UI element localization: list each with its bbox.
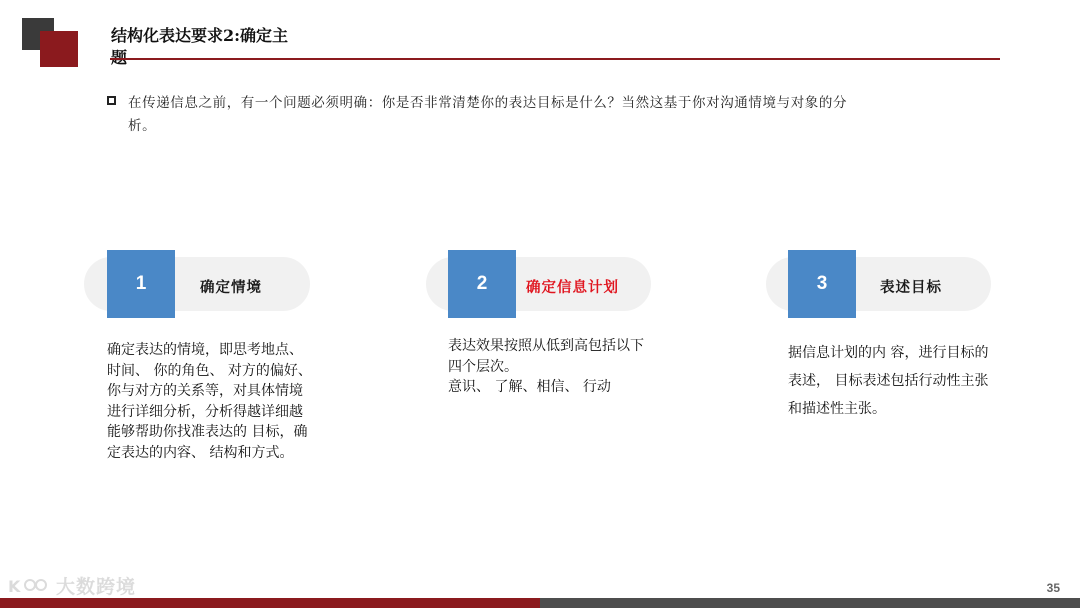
- watermark: [8, 572, 136, 599]
- step-3-number-box: 3: [788, 250, 856, 318]
- step-1-desc-line: 时间、 你的角色、 对方的偏好、: [107, 362, 312, 379]
- step-2-desc-line: 意识、 了解、相信、 行动: [448, 379, 611, 395]
- step-1-label: 确定情境: [200, 279, 262, 296]
- page-number: 35: [1046, 581, 1060, 595]
- step-3-desc-line: 和描述性主张。: [788, 401, 886, 417]
- step-1-desc-line: 定表达的内容、 结构和方式。: [107, 444, 294, 461]
- step-1-desc-line: 能够帮助你找准表达的 目标，确: [107, 424, 308, 440]
- footer-bar-gray: [540, 598, 1080, 608]
- step-3-desc-line: 据信息计划的内 容，进行目标的: [788, 345, 989, 361]
- step-1-desc-line: 进行详细分析，分析得越详细越: [107, 403, 303, 420]
- step-1-desc-line: 你与对方的关系等，对具体情境: [107, 383, 303, 399]
- step-3-description: [788, 339, 988, 423]
- step-2-desc-line: 表达效果按照从低到高包括以下: [448, 338, 644, 354]
- slide-title-line-1: 结构化表达要求2:确定主: [111, 26, 289, 45]
- step-2-number-box: 2: [448, 250, 516, 318]
- step-2-label: 确定信息计划: [526, 279, 619, 296]
- svg-text:K: K: [8, 576, 21, 596]
- step-1-description: [107, 340, 312, 463]
- step-2-desc-line: 四个层次。: [448, 358, 518, 375]
- intro-line-1: 在传递信息之前，有一个问题必须明确：你是否非常清楚你的表达目标是什么？当然这基于你对沟通情境与对象的分: [128, 95, 848, 111]
- footer-bar-red: [0, 598, 540, 608]
- step-1-desc-line: 确定表达的情境，即思考地点、: [107, 342, 303, 358]
- watermark-text: 大数跨境: [56, 576, 137, 598]
- slide-title: [111, 25, 331, 69]
- title-decoration-red-square: [40, 31, 78, 67]
- intro-line-2: 析。: [128, 118, 157, 134]
- intro-paragraph: [107, 92, 997, 138]
- step-1-number-box: 1: [107, 250, 175, 318]
- watermark-logo-icon: [8, 575, 50, 597]
- step-3-desc-line: 表述， 目标表述包括行动性主张: [788, 373, 989, 389]
- step-2-description: [448, 336, 644, 398]
- title-underline: [110, 58, 1000, 60]
- square-bullet-icon: [107, 96, 116, 105]
- step-3-label: 表述目标: [880, 279, 942, 296]
